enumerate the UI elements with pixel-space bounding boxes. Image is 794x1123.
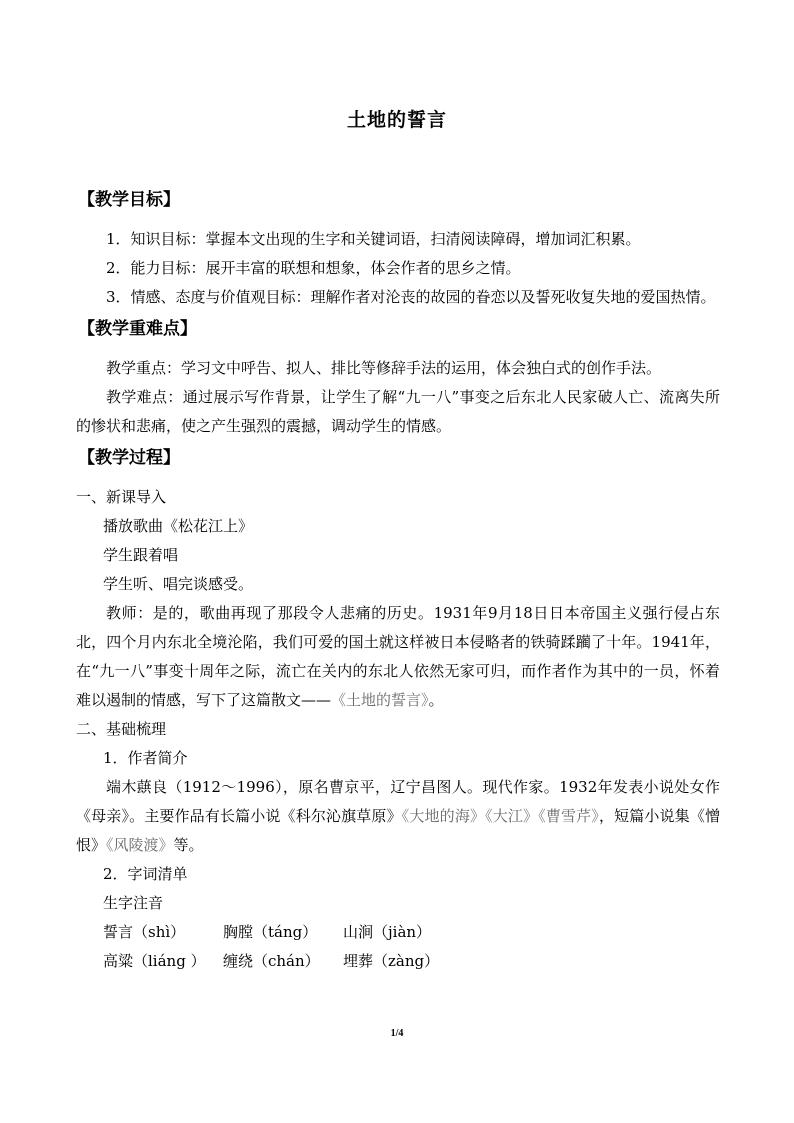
pinyin-title: 生字注音 <box>103 894 164 912</box>
author-intro-text: 端木蕻良（1912～1996），原名曹京平，辽宁昌图人。现代作家。1932年发表小说处女作《母亲》。主要作品有长篇小说《科尔沁旗草原》 <box>76 778 720 825</box>
section-heading-keypoints: 【教学重难点】 <box>78 319 197 339</box>
section-heading-process: 【教学过程】 <box>78 448 180 468</box>
part1-title: 一、新课导入 <box>76 488 167 506</box>
author-intro-title: 1．作者简介 <box>103 749 188 767</box>
pinyin-entry: 缠绕（chán） <box>223 952 320 970</box>
teaching-difficulty: 教学难点：通过展示写作背景，让学生了解“九一八”事变之后东北人民家破人亡、流离失所的惨状和悲痛，使之产生强烈的震撼，调动学生的情感。 <box>76 388 720 435</box>
goal-item: 3．情感、态度与价值观目标：理解作者对沦丧的故园的眷恋以及誓死收复失地的爱国热情。 <box>106 288 716 306</box>
pinyin-entry: 胸膛（táng） <box>223 923 318 941</box>
author-works-muted: 《大地的海》《大江》《曹雪芹》 <box>401 807 599 825</box>
part1-line: 学生跟着唱 <box>103 546 179 564</box>
document-title: 土地的誓言 <box>346 109 447 131</box>
section-heading-goals: 【教学目标】 <box>78 190 180 210</box>
pinyin-entry: 山涧（jiàn） <box>343 923 432 941</box>
author-works-muted-2: 《风陵渡》 <box>106 836 174 854</box>
pinyin-row <box>76 918 720 947</box>
goal-item: 1．知识目标：掌握本文出现的生字和关键词语，扫清阅读障碍，增加词汇积累。 <box>106 230 641 248</box>
part1-line: 播放歌曲《松花江上》 <box>103 517 254 535</box>
part1-line: 学生听、唱完谈感受。 <box>103 575 254 593</box>
pinyin-entry: 誓言（shì） <box>103 923 186 941</box>
author-intro-mid: ，短篇小说集《憎恨》 <box>76 807 720 854</box>
page-number: 1/4 <box>390 1028 404 1039</box>
part2-title: 二、基础梳理 <box>76 720 167 738</box>
pinyin-row <box>76 947 720 976</box>
pinyin-entry: 高粱（liáng ） <box>103 952 206 970</box>
author-intro <box>76 773 720 860</box>
author-intro-end: 等。 <box>173 836 204 854</box>
document-body <box>76 183 720 976</box>
teacher-remark <box>76 599 720 715</box>
teacher-remark-text: 教师：是的，歌曲再现了那段令人悲痛的历史。1931年9月18日日本帝国主义强行侵占东北，四个月内东北全境沦陷，我们可爱的国土就这样被日本侵略者的铁骑蹂躏了十年。1941年，在“九一八”事变十周年之际，流亡在关内的东北人依然无家可归，而作者作为其中的一员，怀着难以遏制的情感，写下了这篇散文—— <box>76 604 720 709</box>
words-title: 2．字词清单 <box>103 865 188 883</box>
teaching-focus: 教学重点：学习文中呼告、拟人、排比等修辞手法的运用，体会独白式的创作手法。 <box>106 359 662 377</box>
teacher-remark-end: 。 <box>428 691 444 709</box>
essay-title-reference: 《土地的誓言》 <box>331 691 429 709</box>
goal-item: 2．能力目标：展开丰富的联想和想象，体会作者的思乡之情。 <box>106 259 521 277</box>
pinyin-entry: 埋葬（zàng） <box>343 952 440 970</box>
